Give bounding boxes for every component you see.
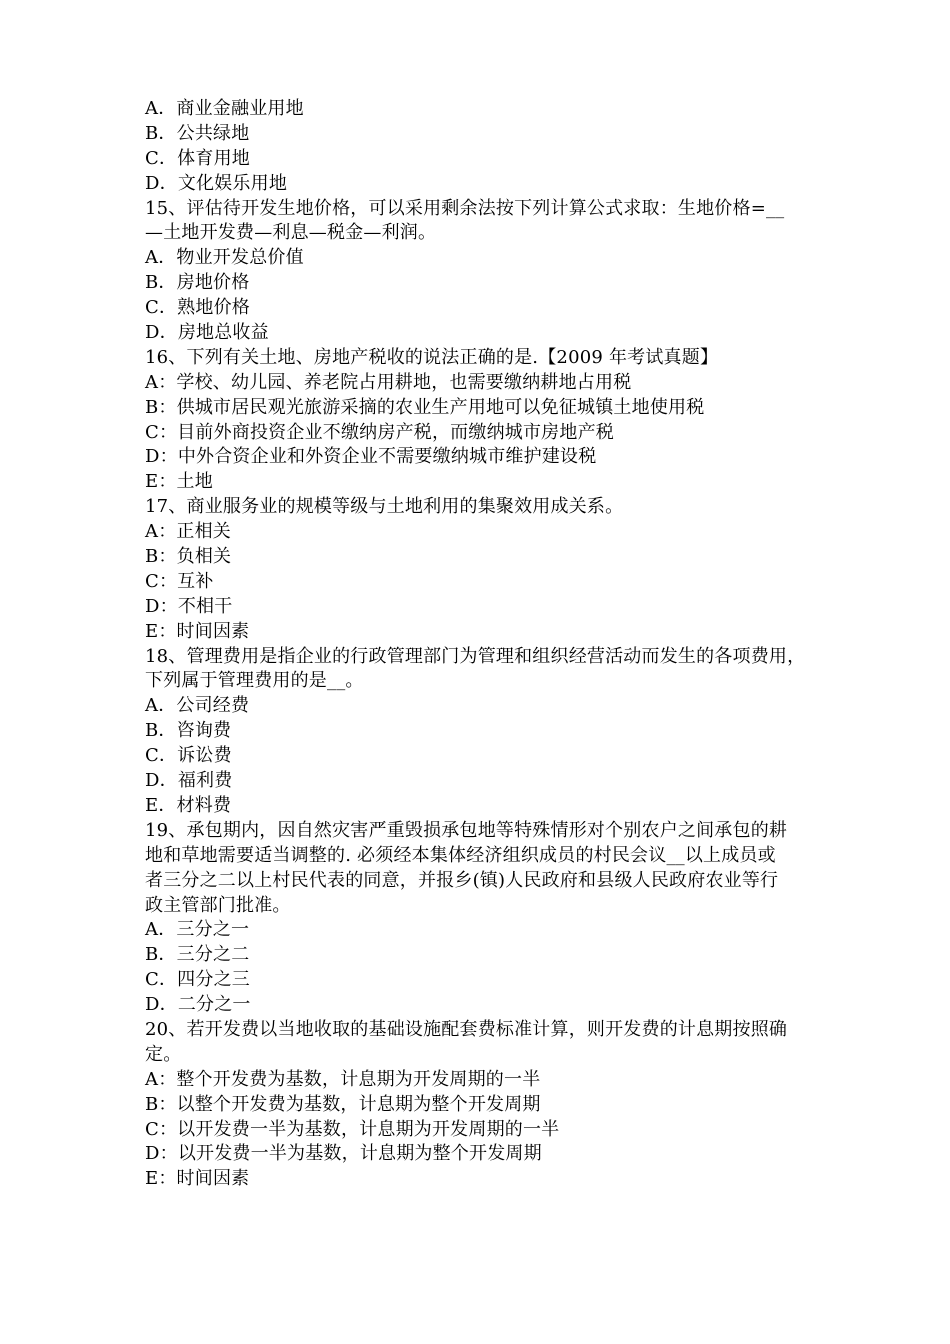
text-line-q18-opt-d: D．福利费: [145, 770, 233, 792]
text-line-q15-opt-a: A．物业开发总价值: [145, 247, 304, 269]
text-line-q16-opt-c: C：目前外商投资企业不缴纳房产税，而缴纳城市房地产税: [145, 421, 614, 443]
text-line-q15-opt-b: B．房地价格: [145, 272, 250, 294]
text-line-q17-opt-c: C：互补: [145, 570, 214, 592]
text-line-q19-stem-1: 19、承包期内，因自然灾害严重毁损承包地等特殊情形对个别农户之间承包的耕: [145, 819, 788, 841]
text-line-q18-stem-2: 下列属于管理费用的是__。: [145, 670, 364, 692]
text-line-q19-opt-a: A．三分之一: [145, 919, 250, 941]
text-line-q19-opt-b: B．三分之二: [145, 944, 250, 966]
text-line-q18-opt-c: C．诉讼费: [145, 745, 232, 767]
text-line-q17-stem: 17、商业服务业的规模等级与土地利用的集聚效用成关系。: [145, 496, 624, 518]
text-line-q19-stem-2: 地和草地需要适当调整的. 必须经本集体经济组织成员的村民会议__以上成员或: [145, 844, 776, 866]
text-line-q14-opt-b: B．公共绿地: [145, 122, 250, 144]
text-line-q14-opt-d: D．文化娱乐用地: [145, 172, 288, 194]
text-line-q17-opt-b: B：负相关: [145, 546, 232, 568]
text-line-q17-opt-d: D：不相干: [145, 595, 233, 617]
text-line-q19-opt-d: D．二分之一: [145, 994, 251, 1016]
text-line-q20-opt-c: C：以开发费一半为基数，计息期为开发周期的一半: [145, 1118, 560, 1140]
text-line-q20-opt-e: E：时间因素: [145, 1168, 250, 1190]
question-text-body: [145, 97, 820, 1192]
text-line-q18-opt-b: B．咨询费: [145, 720, 232, 742]
text-line-q16-stem: 16、下列有关土地、房地产税收的说法正确的是.【2009 年考试真题】: [145, 346, 719, 368]
text-line-q20-opt-b: B：以整个开发费为基数，计息期为整个开发周期: [145, 1093, 541, 1115]
text-line-q16-opt-e: E：土地: [145, 471, 213, 493]
text-line-q18-stem-1: 18、管理费用是指企业的行政管理部门为管理和组织经营活动而发生的各项费用，: [145, 645, 806, 667]
text-line-q18-opt-a: A．公司经费: [145, 695, 250, 717]
text-line-q16-opt-b: B：供城市居民观光旅游采摘的农业生产用地可以免征城镇土地使用税: [145, 396, 705, 418]
text-line-q20-opt-a: A：整个开发费为基数，计息期为开发周期的一半: [145, 1068, 541, 1090]
text-line-q20-stem-1: 20、若开发费以当地收取的基础设施配套费标准计算，则开发费的计息期按照确: [145, 1018, 788, 1040]
text-line-q20-stem-2: 定。: [145, 1043, 182, 1065]
text-line-q19-opt-c: C．四分之三: [145, 969, 250, 991]
text-line-q17-opt-e: E：时间因素: [145, 620, 250, 642]
text-line-q14-opt-c: C．体育用地: [145, 147, 250, 169]
text-line-q15-opt-c: C．熟地价格: [145, 297, 250, 319]
text-line-q16-opt-a: A：学校、幼儿园、养老院占用耕地，也需要缴纳耕地占用税: [145, 371, 632, 393]
text-line-q19-stem-4: 政主管部门批准。: [145, 894, 291, 916]
text-line-q20-opt-d: D：以开发费一半为基数，计息期为整个开发周期: [145, 1143, 542, 1165]
text-line-q16-opt-d: D：中外合资企业和外资企业不需要缴纳城市维护建设税: [145, 446, 597, 468]
text-line-q14-opt-a: A．商业金融业用地: [145, 98, 304, 119]
text-line-q15-opt-d: D．房地总收益: [145, 322, 269, 344]
text-line-q17-opt-a: A：正相关: [145, 521, 231, 543]
text-line-q19-stem-3: 者三分之二以上村民代表的同意，并报乡(镇)人民政府和县级人民政府农业等行: [145, 869, 779, 891]
text-line-q15-stem-1: 15、评估待开发生地价格，可以采用剩余法按下列计算公式求取：生地价格=__: [145, 197, 785, 219]
text-line-q18-opt-e: E．材料费: [145, 794, 232, 816]
text-line-q15-stem-2: —土地开发费—利息—税金—利润。: [145, 222, 437, 244]
